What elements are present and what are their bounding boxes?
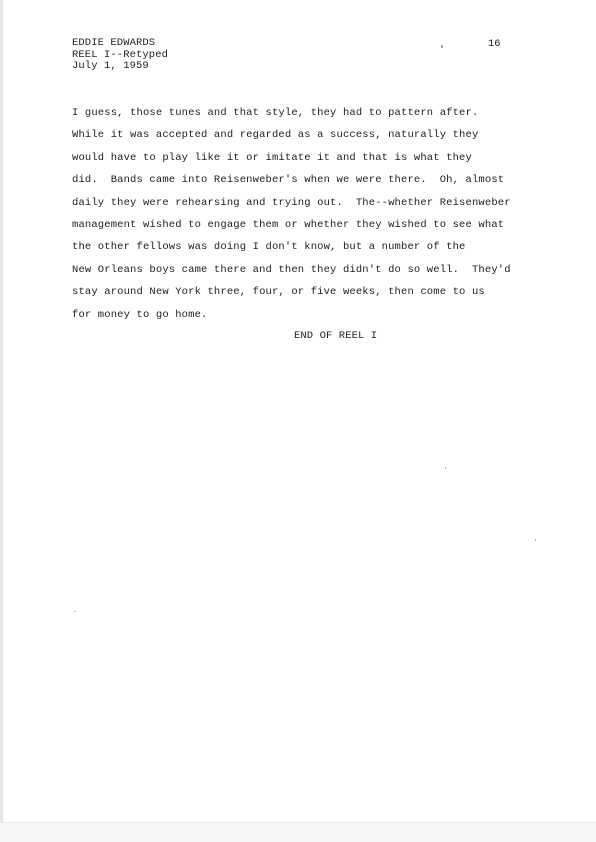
transcript-line: for money to go home. — [72, 308, 208, 321]
transcript-line: did. Bands came into Reisenweber's when we were there. Oh, almost — [72, 174, 505, 187]
transcript-line: New Orleans boys came there and then they didn't do so well. They'd — [72, 263, 511, 276]
transcript-line: the other fellows was doing I don't know, but a number of the — [72, 241, 466, 254]
interview-date: July 1, 1959 — [72, 60, 149, 72]
scan-speck — [74, 611, 76, 612]
reel-label: REEL I--Retyped — [72, 48, 169, 61]
scan-margin-bottom — [0, 823, 596, 842]
transcript-line: I guess, those tunes and that style, they had to pattern after. — [72, 107, 479, 119]
transcript-line: would have to play like it or imitate it and that is what they — [72, 151, 472, 164]
transcript-body — [72, 102, 522, 326]
transcript-line: While it was accepted and regarded as a success, naturally they — [72, 129, 479, 142]
page-number: 16 — [488, 38, 501, 50]
scan-edge-left — [0, 0, 3, 842]
scan-speck — [441, 45, 443, 48]
document-header — [72, 38, 168, 73]
transcript-line: daily they were rehearsing and trying out. The--whether Reisenweber — [72, 196, 511, 209]
scan-speck — [445, 467, 446, 469]
transcript-line: stay around New York three, four, or five weeks, then come to us — [72, 286, 485, 299]
end-of-reel-marker: END OF REEL I — [294, 330, 378, 342]
transcript-line: management wished to engage them or whether they wished to see what — [72, 218, 505, 231]
scan-speck — [535, 539, 536, 541]
interviewee-name: EDDIE EDWARDS — [72, 37, 156, 49]
